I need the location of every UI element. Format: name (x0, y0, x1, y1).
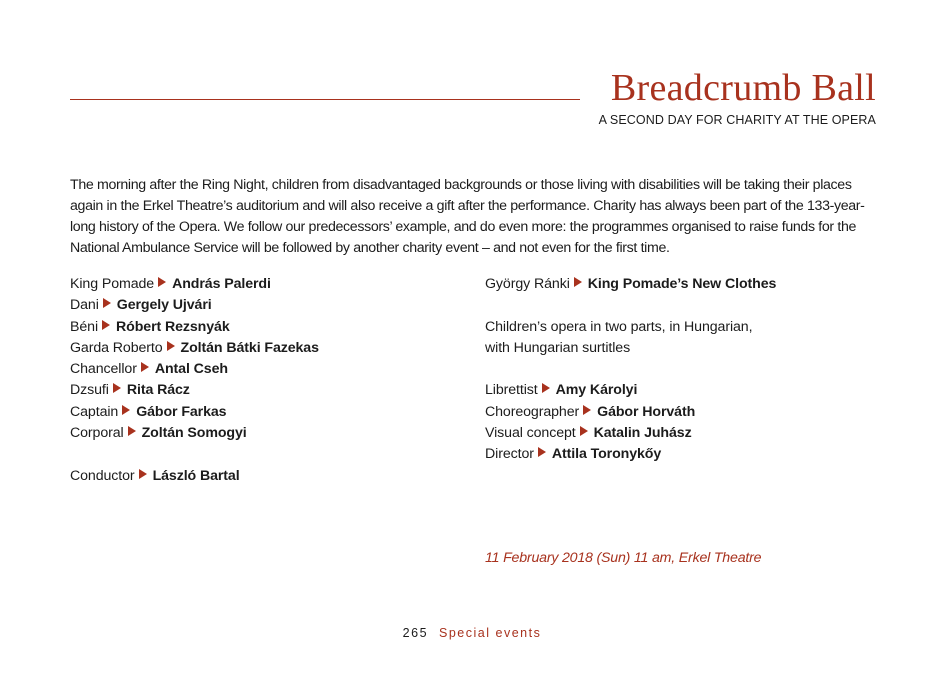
cast-name: Gábor Farkas (136, 403, 227, 420)
cast-role: Garda Roberto (70, 339, 163, 356)
work-title: King Pomade’s New Clothes (587, 276, 777, 292)
event-date: 11 February 2018 (Sun) 11 am, Erkel Theatre (485, 550, 762, 566)
cast-name: Antal Cseh (154, 361, 228, 378)
cast-entry (70, 295, 470, 316)
arrow-right-icon (538, 447, 546, 457)
crew-entry (485, 444, 905, 465)
cast-entry (70, 402, 470, 423)
cast-role: King Pomade (70, 276, 155, 292)
header-rule (70, 99, 580, 100)
arrow-right-icon (128, 426, 136, 436)
crew-name: Amy Károlyi (555, 382, 638, 399)
page-subtitle: A SECOND DAY FOR CHARITY AT THE OPERA (598, 113, 876, 127)
crew-name: Attila Toronykőy (551, 446, 662, 463)
composer: György Ránki (485, 276, 570, 292)
arrow-right-icon (141, 362, 149, 372)
cast-name: András Palerdi (172, 276, 271, 292)
arrow-right-icon (158, 277, 166, 287)
arrow-right-icon (574, 277, 582, 287)
arrow-right-icon (580, 426, 588, 436)
cast-name: Rita Rácz (126, 382, 190, 399)
arrow-right-icon (167, 341, 175, 351)
arrow-right-icon (583, 405, 591, 415)
crew-entry (485, 423, 905, 444)
arrow-right-icon (122, 405, 130, 415)
page-title: Breadcrumb Ball (610, 67, 876, 109)
conductor-entry (70, 466, 470, 487)
section-name: Special events (439, 626, 542, 640)
arrow-right-icon (103, 298, 111, 308)
conductor-role: Conductor (70, 467, 135, 484)
crew-role: Librettist (485, 382, 538, 399)
description-line: with Hungarian surtitles (485, 339, 631, 356)
work-entry (485, 274, 905, 295)
crew-name: Gábor Horváth (597, 403, 696, 420)
cast-entry (70, 380, 470, 401)
cast-entry (70, 338, 470, 359)
production-column (485, 274, 905, 466)
page-number: 265 (402, 626, 429, 640)
cast-entry (70, 423, 470, 444)
arrow-right-icon (542, 383, 550, 393)
cast-role: Captain (70, 403, 119, 420)
cast-role: Béni (70, 318, 98, 335)
cast-role: Dzsufi (70, 382, 109, 399)
cast-role: Corporal (70, 425, 124, 442)
arrow-right-icon (113, 383, 121, 393)
crew-role: Director (485, 446, 534, 463)
cast-role: Dani (70, 297, 99, 314)
arrow-right-icon (102, 320, 110, 330)
crew-role: Visual concept (485, 425, 576, 442)
crew-entry (485, 402, 905, 423)
cast-column (70, 274, 470, 487)
crew-entry (485, 380, 905, 401)
intro-paragraph: The morning after the Ring Night, children from disadvantaged backgrounds or those living with disabilities will be taking their places again in the Erkel Theatre’s auditorium and will also receive a gift after the performance. Charity has always been part of the 133-year-long history of the Opera. We follow our predecessors’ example, and do even more: the programmes organised to raise funds for the National Ambulance Service will be followed by another charity event – and not even for the first time. (70, 177, 865, 256)
cast-name: Zoltán Somogyi (141, 425, 247, 442)
crew-role: Choreographer (485, 403, 580, 420)
crew-name: Katalin Juhász (593, 425, 692, 442)
cast-entry (70, 359, 470, 380)
page-footer (0, 626, 944, 640)
cast-name: Gergely Ujvári (116, 297, 212, 314)
conductor-name: László Bartal (152, 467, 240, 484)
cast-role: Chancellor (70, 361, 137, 378)
cast-name: Róbert Rezsnyák (116, 318, 230, 335)
description-line: Children’s opera in two parts, in Hungarian, (485, 318, 753, 335)
cast-entry (70, 317, 470, 338)
cast-entry (70, 274, 470, 295)
cast-name: Zoltán Bátki Fazekas (180, 339, 319, 356)
arrow-right-icon (139, 469, 147, 479)
